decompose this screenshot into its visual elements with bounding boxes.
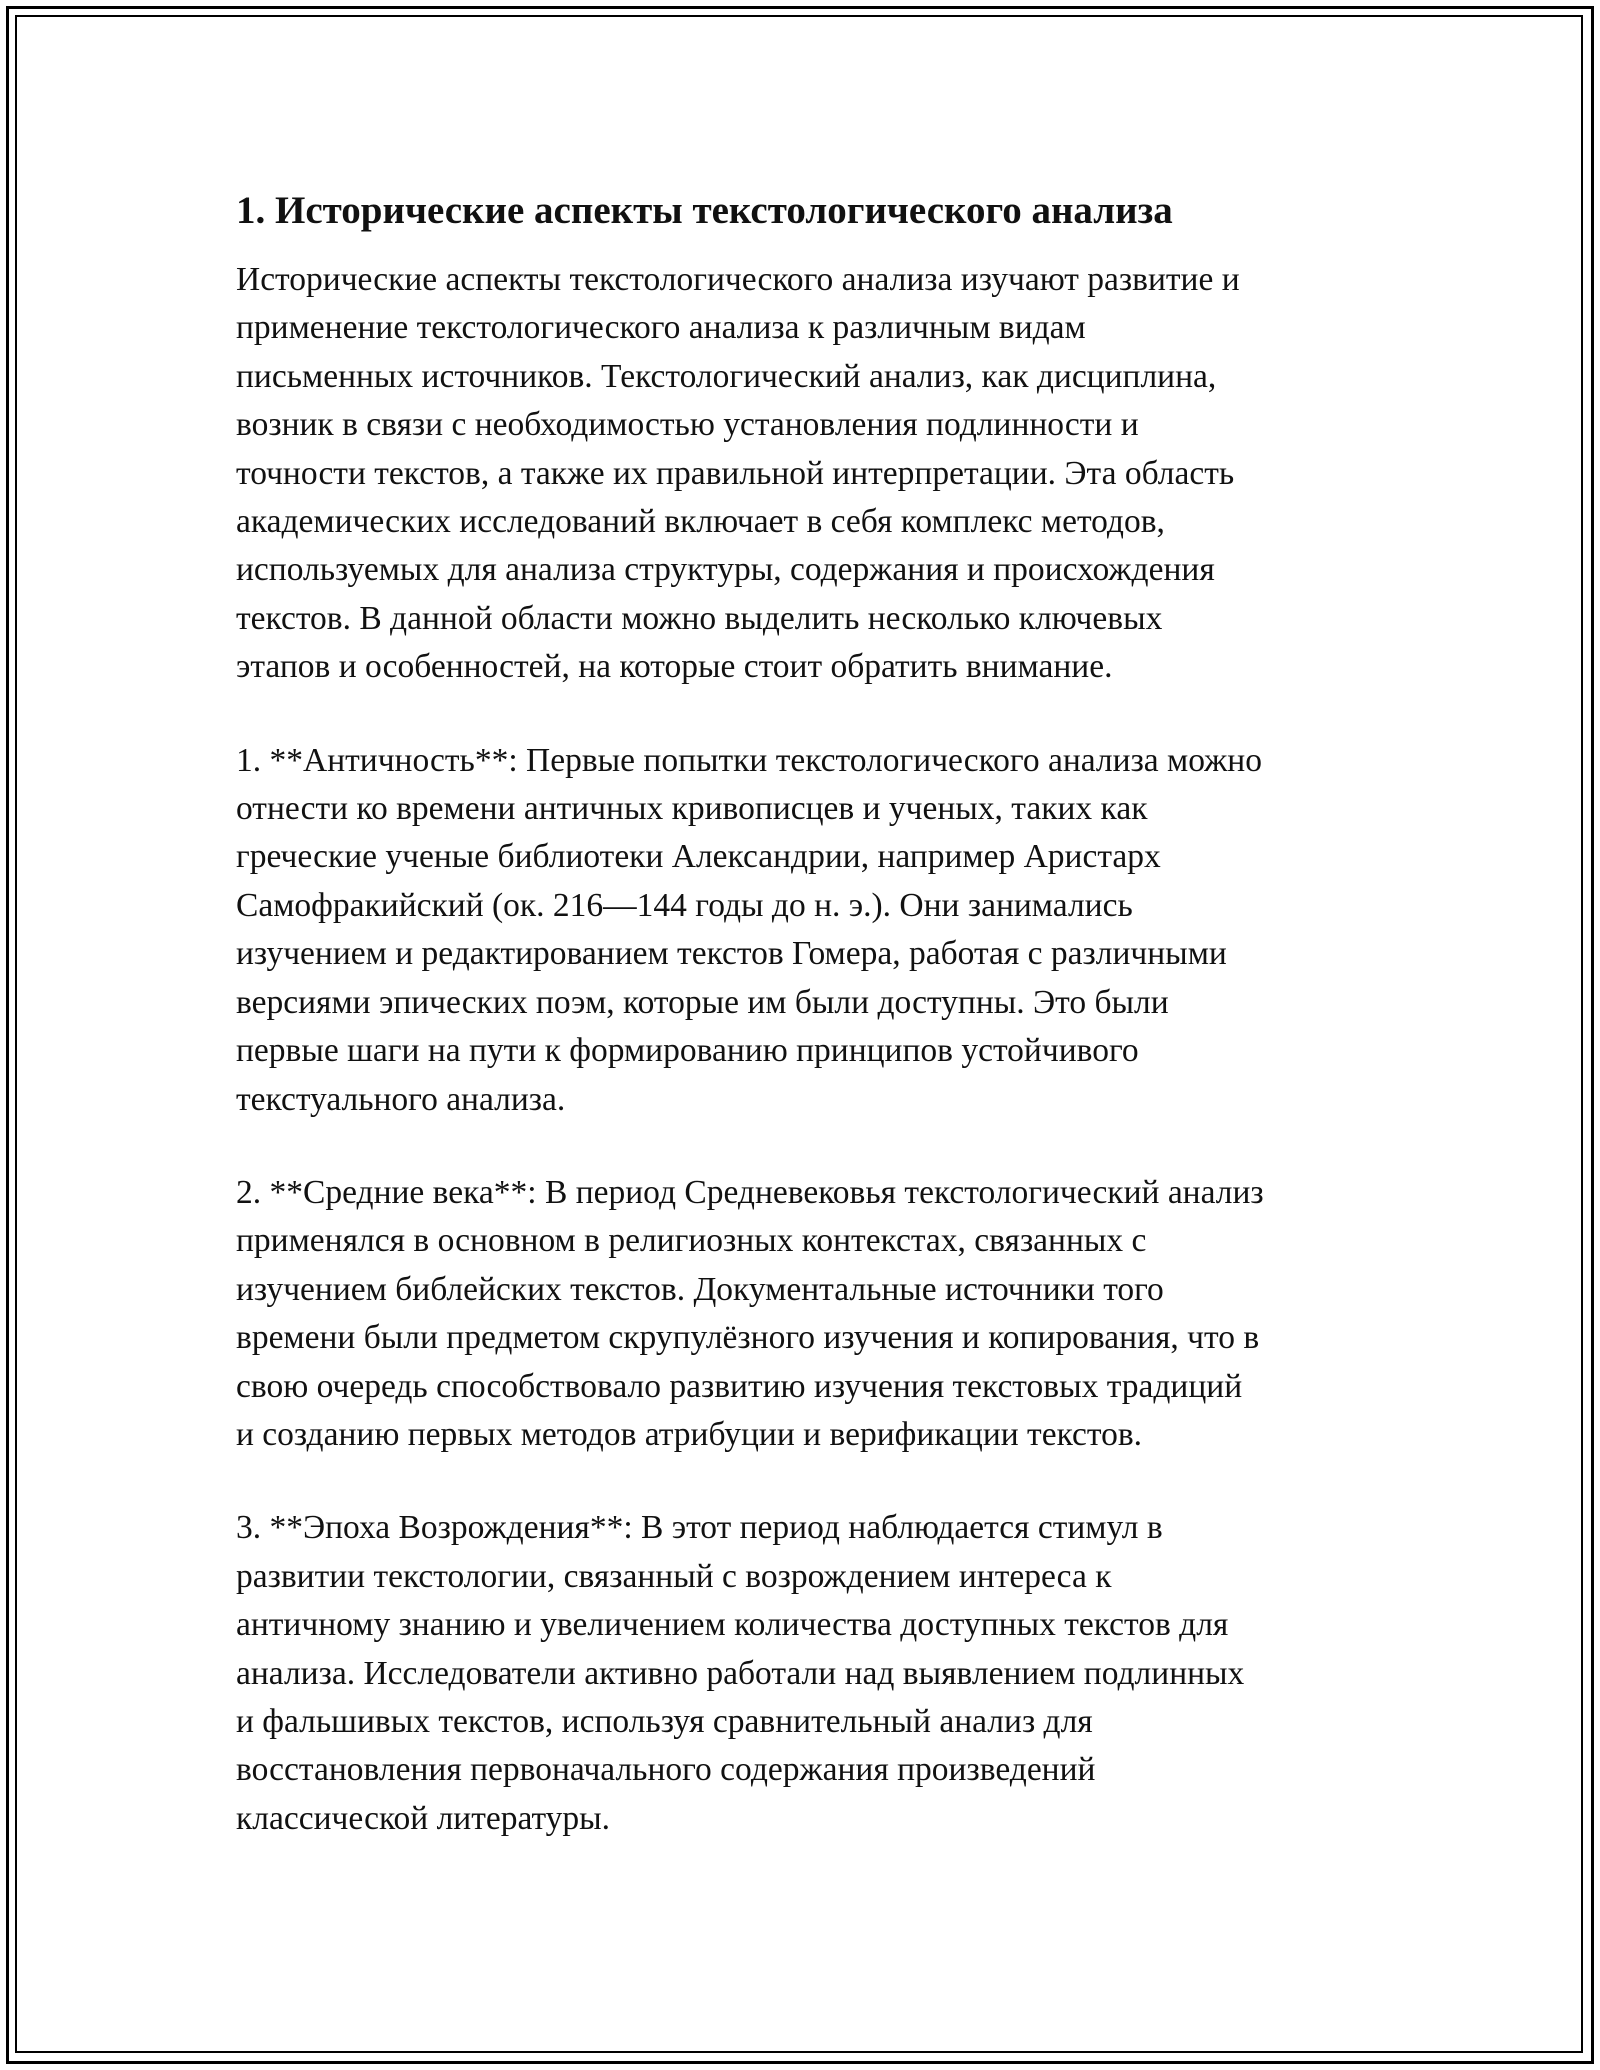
paragraph-intro	[236, 256, 1376, 692]
text-line: 2. **Средние века**: В период Средневековья текстологический анализ	[236, 1173, 1264, 1211]
text-line: греческие ученые библиотеки Александрии, например Аристарх	[236, 838, 1161, 876]
text-line: свою очередь способствовало развитию изучения текстовых традиций	[236, 1367, 1243, 1405]
text-line: версиями эпических поэм, которые им были доступны. Это были	[236, 983, 1169, 1021]
text-line: применялся в основном в религиозных контекстах, связанных с	[236, 1222, 1147, 1260]
text-line: 1. **Античность**: Первые попытки текстологического анализа можно	[236, 741, 1262, 779]
text-line: Исторические аспекты текстологического анализа изучают развитие и	[236, 261, 1240, 298]
text-line: текстов. В данной области можно выделить несколько ключевых	[236, 599, 1163, 637]
text-line: точности текстов, а также их правильной интерпретации. Эта область	[236, 454, 1235, 492]
text-line: изучением библейских текстов. Документальные источники того	[236, 1270, 1164, 1308]
paragraph-middle-ages	[236, 1169, 1376, 1459]
text-line: анализа. Исследователи активно работали над выявлением подлинных	[236, 1654, 1245, 1692]
section-heading: 1. Исторические аспекты текстологического анализа	[236, 189, 1173, 232]
text-line: античному знанию и увеличением количества доступных текстов для	[236, 1606, 1229, 1644]
text-line: используемых для анализа структуры, содержания и происхождения	[236, 551, 1215, 589]
text-line: и созданию первых методов атрибуции и верификации текстов.	[236, 1415, 1143, 1453]
text-line: этапов и особенностей, на которые стоит обратить внимание.	[236, 648, 1113, 686]
text-line: первые шаги на пути к формированию принципов устойчивого	[236, 1032, 1139, 1070]
text-line: 3. **Эпоха Возрождения**: В этот период наблюдается стимул в	[236, 1509, 1163, 1547]
text-line: изучением и редактированием текстов Гомера, работая с различными	[236, 935, 1227, 973]
text-line: восстановления первоначального содержания произведений	[236, 1751, 1096, 1789]
text-line: и фальшивых текстов, используя сравнительный анализ для	[236, 1702, 1093, 1740]
text-line: отнести ко времени античных кривописцев и ученых, таких как	[236, 790, 1148, 828]
paragraph-antiquity	[236, 737, 1376, 1124]
text-line: текстуального анализа.	[236, 1080, 566, 1118]
text-line: возник в связи с необходимостью установления подлинности и	[236, 406, 1139, 444]
text-line: применение текстологического анализа к различным видам	[236, 309, 1086, 347]
text-line: времени были предметом скрупулёзного изучения и копирования, что в	[236, 1319, 1260, 1357]
text-line: Самофракийский (ок. 216—144 годы до н. э.). Они занимались	[236, 886, 1133, 924]
text-line: развитии текстологии, связанный с возрождением интереса к	[236, 1557, 1112, 1595]
document-body	[236, 186, 1376, 1888]
paragraph-renaissance	[236, 1504, 1376, 1843]
text-line: академических исследований включает в себя комплекс методов,	[236, 503, 1165, 541]
text-line: классической литературы.	[236, 1799, 611, 1837]
text-line: письменных источников. Текстологический анализ, как дисциплина,	[236, 357, 1217, 395]
